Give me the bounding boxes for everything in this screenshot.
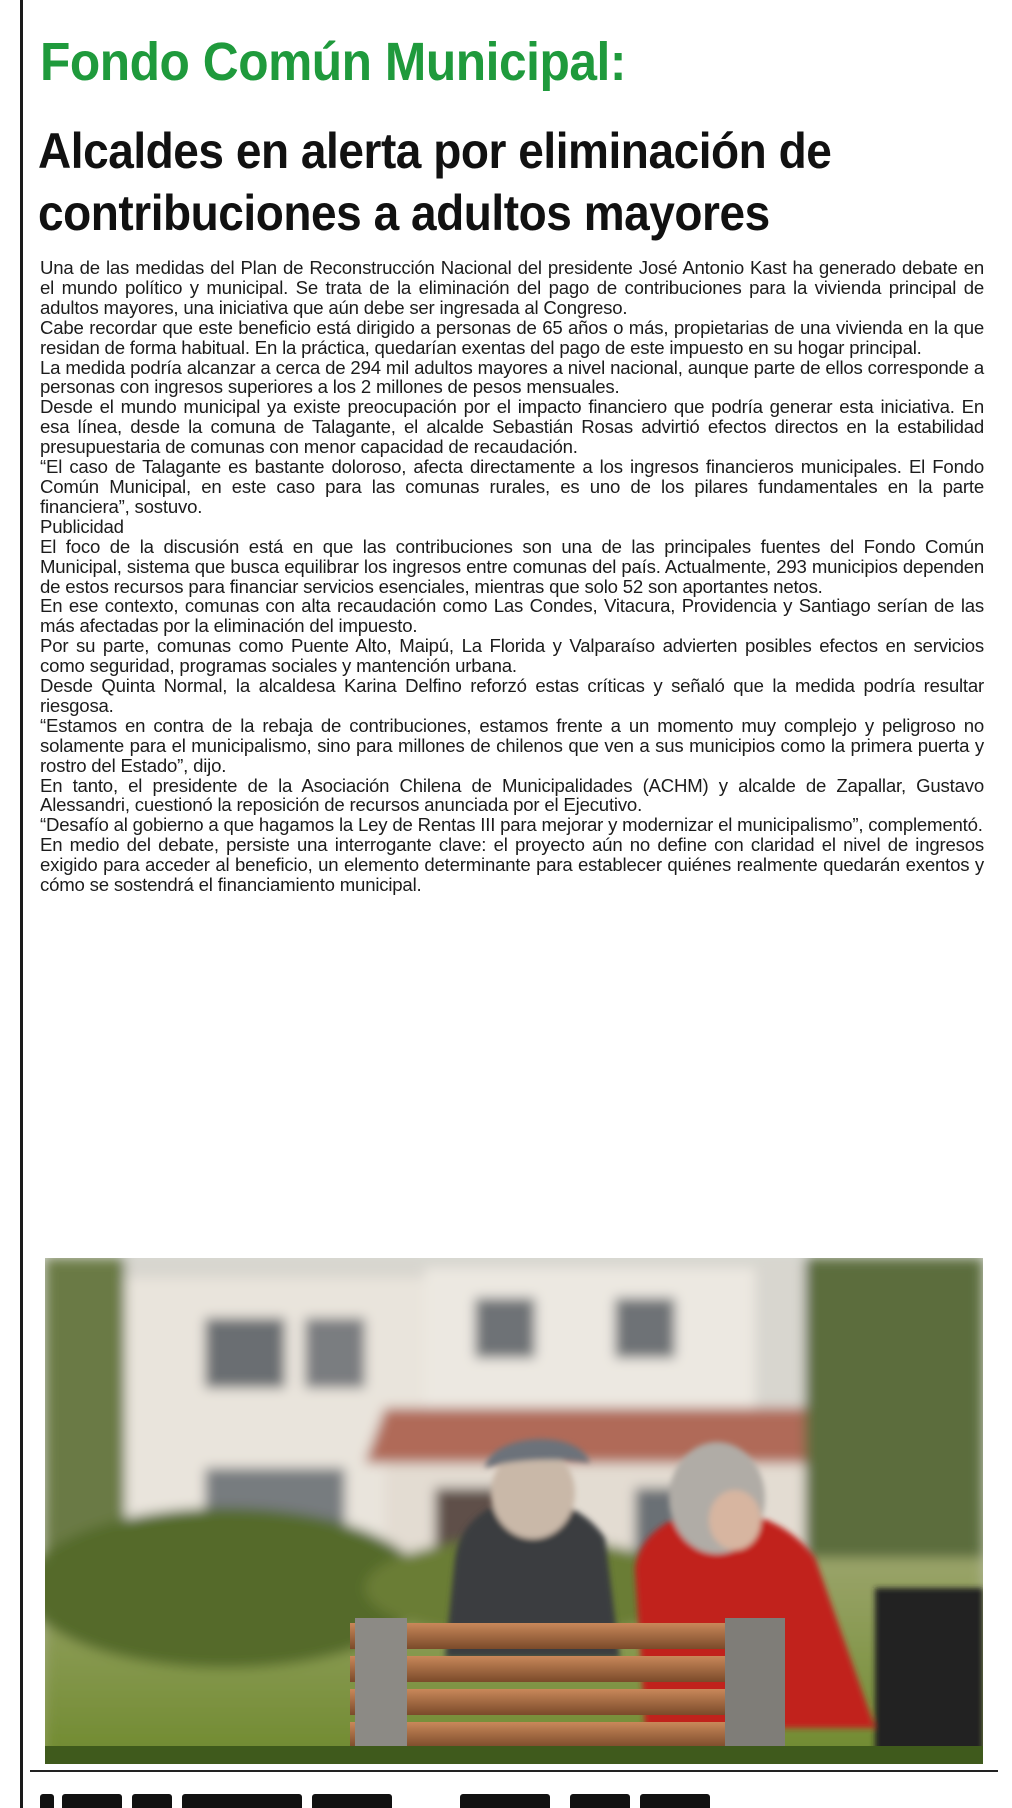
left-column-rule [20,0,23,1808]
paragraph-5-quote: “El caso de Talagante es bastante doloroso, afecta directamente a los ingresos financieros municipales. El Fondo Común Municipal, en este caso para las comunas rurales, es uno de los pilares fundamentales en la parte financiera”, sostuvo. [40,456,984,517]
paragraph-3: La medida podría alcanzar a cerca de 294 mil adultos mayores a nivel nacional, aunque parte de ellos corresponde a personas con ingresos superiores a los 2 millones de pesos mensuales. [40,356,984,398]
paragraph-12: En tanto, el presidente de la Asociación Chilena de Municipalidades (ACHM) y alcalde de Zapallar, Gustavo Alessandri, cuestionó la reposición de recursos anunciada por el Ejecutivo. [40,774,984,816]
paragraph-2: Cabe recordar que este beneficio está dirigido a personas de 65 años o más, propietarias de una vivienda en la que residan de forma habitual. En la práctica, quedarían exentas del pago de este impuesto en su hogar principal. [40,316,984,358]
paragraph-8: En ese contexto, comunas con alta recaudación como Las Condes, Vitacura, Providencia y Santiago serían de las más afectadas por la eliminación del impuesto. [40,595,984,637]
paragraph-14: En medio del debate, persiste una interrogante clave: el proyecto aún no define con claridad el nivel de ingresos exigido para acceder al beneficio, un elemento determinante para establecer quiénes realmente quedarán exentos y cómo se sostendrá el financiamiento municipal. [40,834,984,896]
paragraph-11-quote: “Estamos en contra de la rebaja de contribuciones, estamos frente a un momento muy complejo y peligroso no solamente para el municipalismo, sino para millones de chilenos que ven a sus municipios como la primera puerta y rostro del Estado”, dijo. [40,714,984,776]
paragraph-7: El foco de la discusión está en que las contribuciones son una de las principales fuentes del Fondo Común Municipal, sistema que busca equilibrar los ingresos entre comunas del país. Actualmente, 293 municipios dependen de estos recursos para financiar servicios esenciales, mientras que solo 52 son aportantes netos. [40,535,984,597]
paragraph-9: Por su parte, comunas como Puente Alto, Maipú, La Florida y Valparaíso advierten posibles efectos en servicios como seguridad, programas sociales y mantención urbana. [40,635,984,677]
article-body [40,258,984,895]
bottom-rule [30,1770,998,1772]
next-article-headline-fragment [40,1788,1000,1808]
paragraph-13-quote: “Desafío al gobierno a que hagamos la Ley de Rentas III para mejorar y modernizar el municipalismo”, complementó. [40,814,983,836]
paragraph-4: Desde el mundo municipal ya existe preocupación por el impacto financiero que podría generar esta iniciativa. En esa línea, desde la comuna de Talagante, el alcalde Sebastián Rosas advirtió efectos directos en la estabilidad presupuestaria de comunas con menor capacidad de recaudación. [40,396,984,458]
article-kicker: Fondo Común Municipal: [40,32,626,92]
paragraph-publicidad: Publicidad [40,515,124,537]
headline-line-2: contribuciones a adultos mayores [38,185,770,241]
paragraph-1: Una de las medidas del Plan de Reconstrucción Nacional del presidente José Antonio Kast ha generado debate en el mundo político y municipal. Se trata de la eliminación del pago de contribuciones para la vivienda principal de adultos mayores, una iniciativa que aún debe ser ingresada al Congreso. [40,257,984,318]
headline-line-1: Alcaldes en alerta por eliminación de [38,123,832,179]
article-photo [45,1258,983,1764]
paragraph-10: Desde Quinta Normal, la alcaldesa Karina Delfino reforzó estas críticas y señaló que la medida podría resultar riesgosa. [40,675,984,716]
article-headline [38,120,921,244]
